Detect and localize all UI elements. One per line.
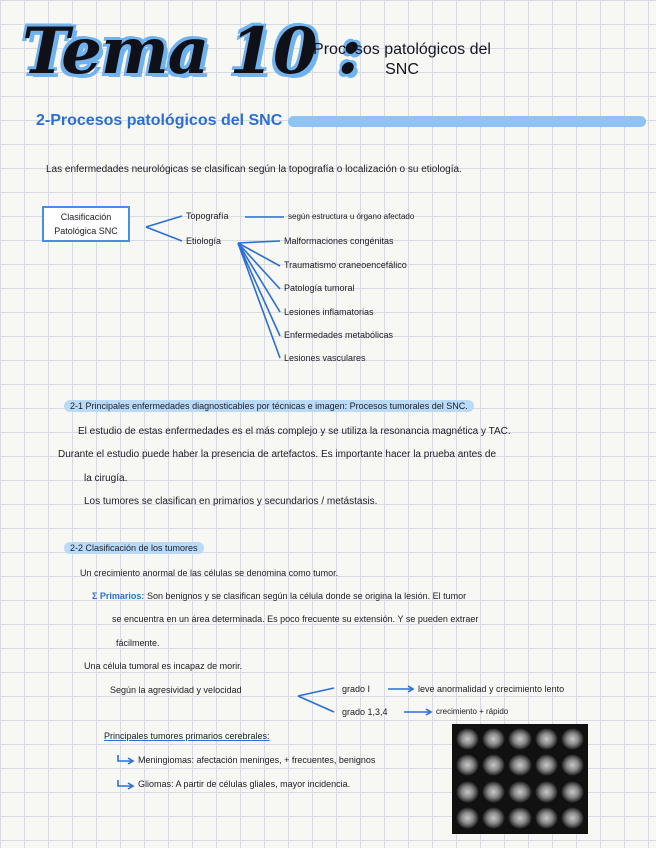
grado-234-label: grado 1,3,4: [342, 707, 388, 717]
principales-heading: Principales tumores primarios cerebrales:: [104, 731, 270, 741]
gliomas-line: Gliomas: A partir de células gliales, mayor incidencia.: [138, 779, 351, 789]
mri-slice: [482, 754, 505, 776]
section-2-heading: 2-Procesos patológicos del SNC: [36, 112, 283, 129]
mri-slice: [561, 728, 584, 750]
mri-slice: [482, 781, 505, 803]
mri-slice: [561, 781, 584, 803]
etiologia-item: Patología tumoral: [284, 283, 355, 293]
box-line-2: Patológica SNC: [54, 226, 118, 236]
intro-text: Las enfermedades neurológicas se clasifican según la topografía o localización o su etiología.: [46, 164, 462, 175]
grado-234-desc: crecimiento + rápido: [436, 707, 509, 716]
mri-slice: [482, 728, 505, 750]
mri-slice: [508, 728, 531, 750]
mri-slice: [535, 728, 558, 750]
box-line-1: Clasificación: [60, 212, 112, 222]
primarios-line-2: se encuentra en un área determinada. Es poco frecuente su extensión. Y se pueden extraer: [112, 614, 479, 624]
meningiomas-line: Meningiomas: afectación meninges, + frecuentes, benignos: [138, 755, 376, 765]
primarios-label: Σ: [92, 591, 100, 601]
etiologia-item: Malformaciones congénitas: [284, 236, 394, 246]
mri-slice: [456, 781, 479, 803]
mri-slice: [535, 754, 558, 776]
s21-line: El estudio de estas enfermedades es el más complejo y se utiliza la resonancia magnética y TAC.: [78, 426, 511, 437]
etiologia-item: Traumatismo craneoencefálico: [284, 260, 407, 270]
mri-slice: [508, 754, 531, 776]
etiologia-item: Enfermedades metabólicas: [284, 330, 394, 340]
s21-line: Durante el estudio puede haber la presencia de artefactos. Es importante hacer la prueba antes de: [58, 449, 497, 460]
primarios-line: [92, 591, 466, 601]
mri-slice: [482, 807, 505, 829]
mri-slice: [535, 781, 558, 803]
subtitle-line-2: SNC: [385, 61, 419, 78]
s21-line: la cirugía.: [84, 473, 128, 484]
segun-line: Según la agresividad y velocidad: [110, 685, 242, 695]
mri-slice: [456, 807, 479, 829]
primarios-text: Son benignos y se clasifican según la célula donde se origina la lesión. El tumor: [146, 591, 467, 601]
grado-1-desc: leve anormalidad y crecimiento lento: [418, 684, 565, 694]
incapaz-line: Una célula tumoral es incapaz de morir.: [84, 661, 243, 671]
etiologia-label: Etiología: [186, 236, 222, 246]
mri-slice: [508, 807, 531, 829]
section-2-1-heading: 2-1 Principales enfermedades diagnosticables por técnicas e imagen: Procesos tumorales del SNC.: [64, 400, 474, 412]
subtitle-line-1: Procesos patológicos del: [313, 41, 491, 58]
mri-slice: [456, 728, 479, 750]
mri-scan-grid: [452, 724, 588, 834]
etiologia-item: Lesiones vasculares: [284, 353, 366, 363]
s22-line-1: Un crecimiento anormal de las células se denomina como tumor.: [80, 568, 339, 578]
topografia-desc: según estructura u órgano afectado: [288, 212, 415, 221]
mri-slice: [456, 754, 479, 776]
primarios-label-text: Primarios:: [99, 591, 145, 601]
brain-mri-image: [452, 724, 588, 834]
primarios-line-3: fácilmente.: [116, 638, 160, 648]
topografia-label: Topografía: [186, 211, 229, 221]
mri-slice: [535, 807, 558, 829]
mri-slice: [561, 807, 584, 829]
mri-slice: [508, 781, 531, 803]
page-title: Tema 10 :: [22, 14, 361, 89]
mri-slice: [561, 754, 584, 776]
s21-line: Los tumores se clasifican en primarios y secundarios / metástasis.: [84, 496, 378, 507]
etiologia-item: Lesiones inflamatorias: [284, 307, 374, 317]
grado-1-label: grado I: [342, 684, 371, 694]
section-2-2-heading: 2-2 Clasificación de los tumores: [64, 542, 204, 554]
